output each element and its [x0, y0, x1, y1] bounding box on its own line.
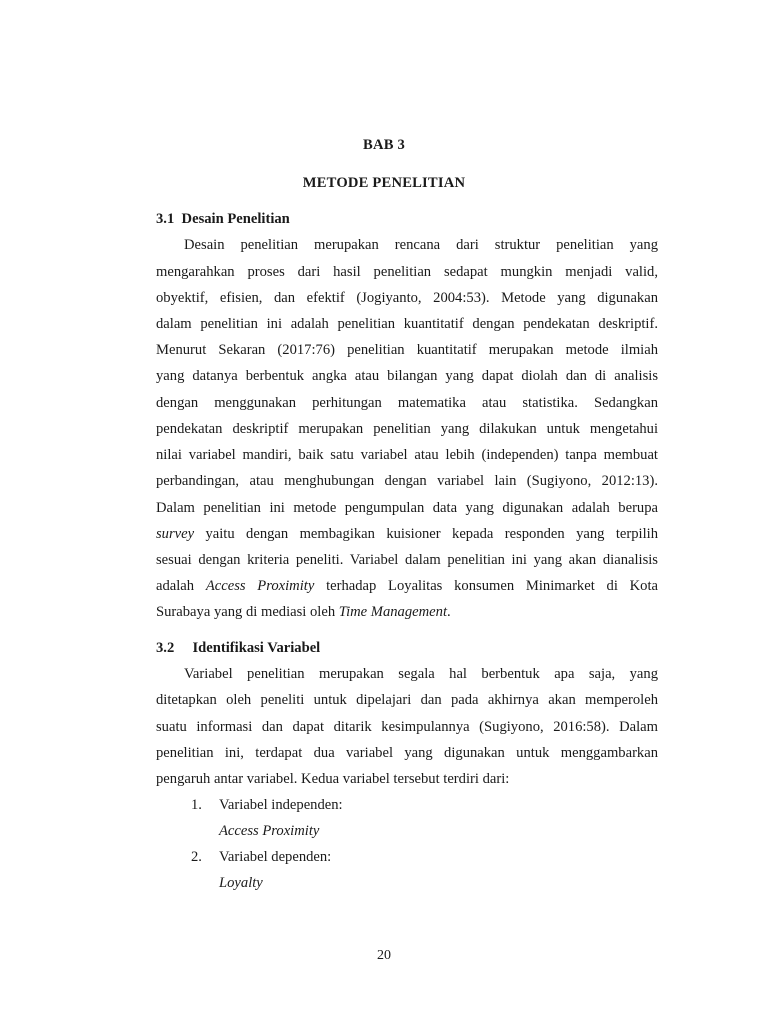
paragraph-line: obyektif, efisien, dan efektif (Jogiyanto, 2004:53). Metode yang digunakan	[156, 290, 658, 306]
page-number: 20	[377, 948, 391, 963]
italic-term: Access Proximity	[205, 578, 315, 594]
paragraph-line	[156, 524, 658, 544]
paragraph-line: pengaruh antar variabel. Kedua variabel tersebut terdiri dari:	[156, 771, 510, 787]
line-text: terhadap Loyalitas konsumen Minimarket di Kota	[314, 578, 658, 594]
paragraph-line	[156, 576, 658, 596]
list-marker: 2.	[191, 849, 202, 865]
list-label: Variabel dependen:	[219, 849, 332, 865]
list-label: Variabel independen:	[219, 797, 343, 813]
section-number: 3.2	[156, 640, 175, 656]
line-text: .	[447, 604, 451, 620]
italic-term: Time Management	[338, 604, 448, 620]
paragraph-line	[156, 602, 451, 622]
paragraph-line: perbandingan, atau menghubungan dengan variabel lain (Sugiyono, 2012:13).	[156, 473, 658, 489]
paragraph-line: ditetapkan oleh peneliti untuk dipelajari dan pada akhirnya akan memperoleh	[156, 692, 658, 708]
chapter-label: BAB 3	[363, 137, 405, 153]
paragraph-line: Variabel penelitian merupakan segala hal berbentuk apa saja, yang	[184, 666, 658, 682]
list-value: Loyalty	[219, 875, 263, 891]
paragraph-line: suatu informasi dan dapat ditarik kesimpulannya (Sugiyono, 2016:58). Dalam	[156, 719, 658, 735]
paragraph-line: Dalam penelitian ini metode pengumpulan data yang digunakan adalah berupa	[156, 500, 658, 516]
list-value: Access Proximity	[219, 823, 320, 839]
section-title: Identifikasi Variabel	[192, 640, 321, 656]
section-heading-3-2	[156, 640, 320, 657]
paragraph-line: dalam penelitian ini adalah penelitian kuantitatif dengan pendekatan deskriptif.	[156, 316, 658, 332]
paragraph-line: mengarahkan proses dari hasil penelitian sedapat mungkin menjadi valid,	[156, 264, 658, 280]
paragraph-line: nilai variabel mandiri, baik satu variabel atau lebih (independen) tanpa membuat	[156, 447, 658, 463]
line-text: adalah	[156, 578, 206, 594]
section-number: 3.1	[156, 211, 175, 227]
paragraph-line: pendekatan deskriptif merupakan penelitian yang dilakukan untuk mengetahui	[156, 421, 658, 437]
line-text: yaitu dengan membagikan kuisioner kepada responden yang terpilih	[194, 526, 658, 542]
paragraph-line: sesuai dengan kriteria peneliti. Variabel dalam penelitian ini yang akan dianalisis	[156, 552, 658, 568]
section-heading-3-1	[156, 211, 290, 228]
paragraph-line: penelitian ini, terdapat dua variabel yang digunakan untuk menggambarkan	[156, 745, 658, 761]
section-title: Desain Penelitian	[181, 211, 290, 227]
paragraph-line: dengan menggunakan perhitungan matematika atau statistika. Sedangkan	[156, 395, 658, 411]
paragraph-line: Menurut Sekaran (2017:76) penelitian kuantitatif merupakan metode ilmiah	[156, 342, 658, 358]
paragraph-line: yang datanya berbentuk angka atau bilangan yang dapat diolah dan di analisis	[156, 368, 658, 384]
line-text: Surabaya yang di mediasi oleh	[156, 604, 339, 620]
chapter-title: METODE PENELITIAN	[302, 175, 466, 191]
italic-term: survey	[156, 526, 195, 542]
list-marker: 1.	[191, 797, 202, 813]
paragraph-line: Desain penelitian merupakan rencana dari struktur penelitian yang	[184, 237, 658, 253]
